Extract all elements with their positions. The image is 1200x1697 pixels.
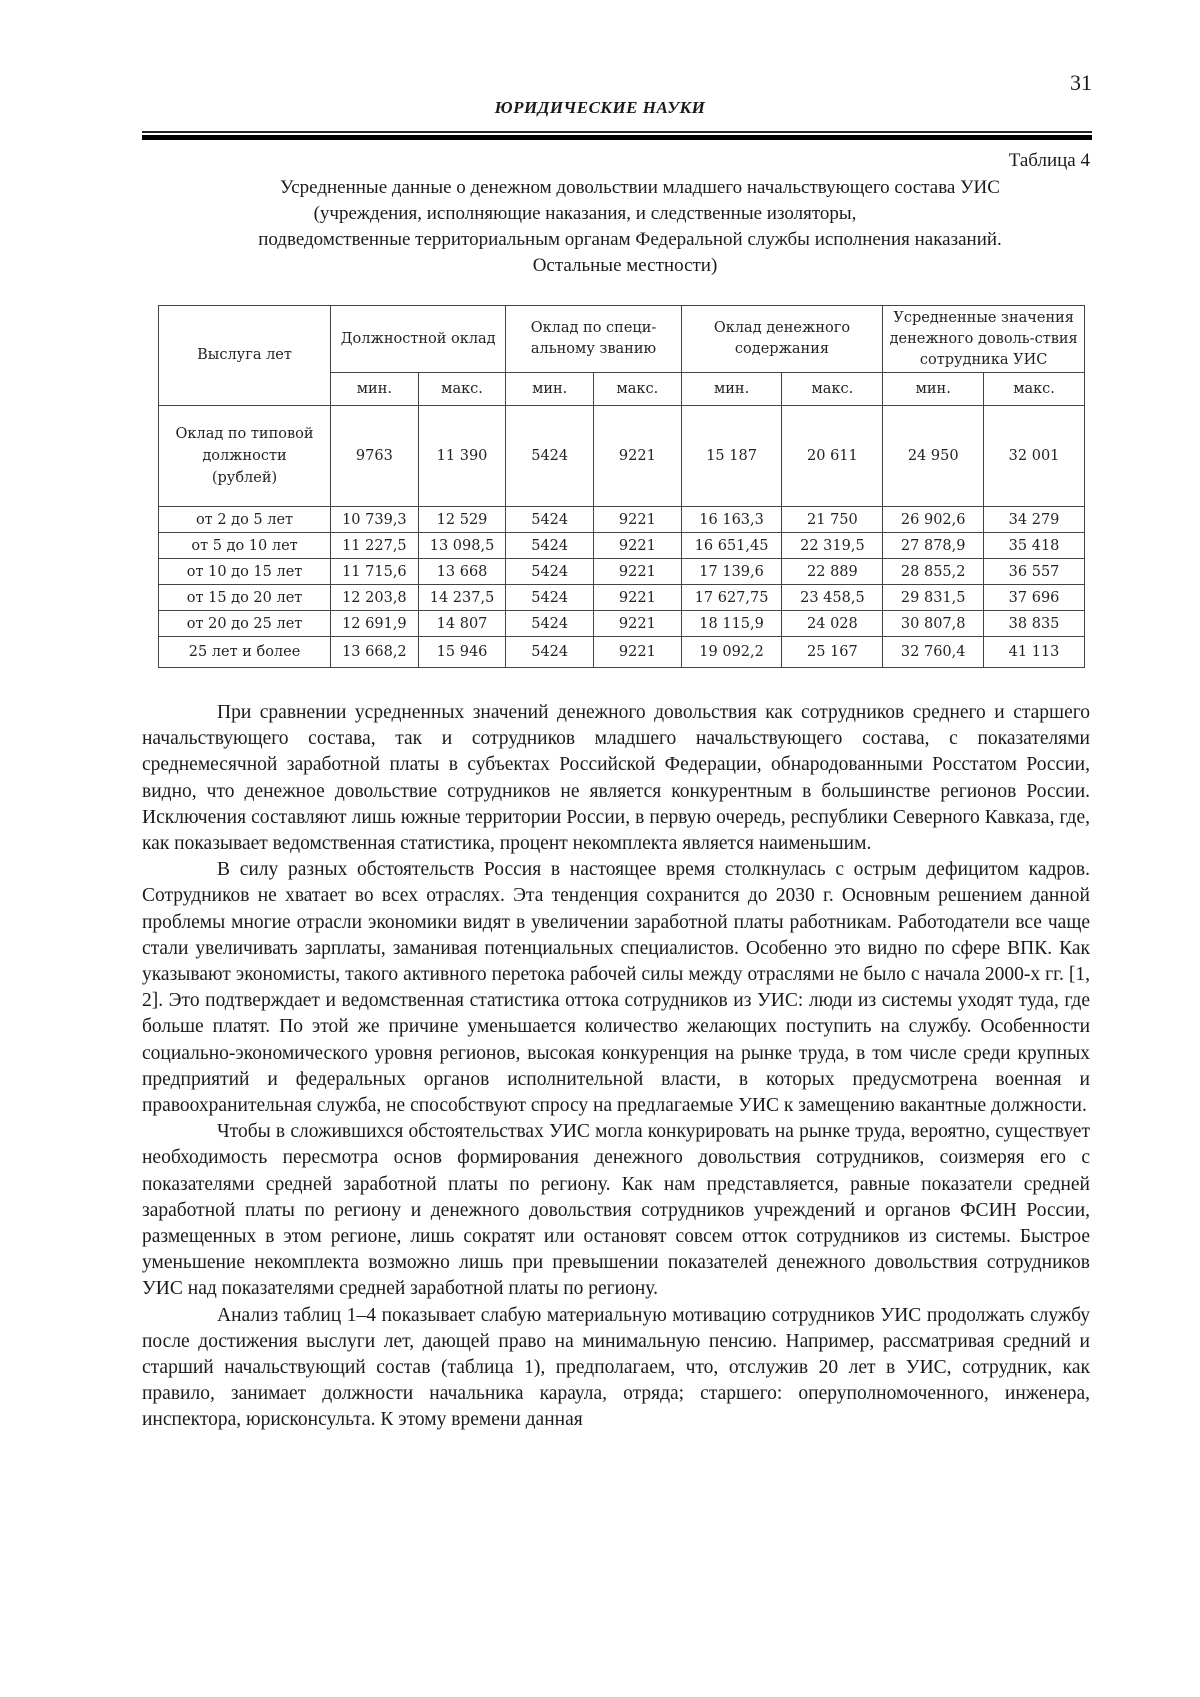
table-cell: 22 889 [782, 559, 883, 585]
table-cell: 17 139,6 [681, 559, 782, 585]
table-row [159, 637, 1085, 668]
header-service-years: Выслуга лет [159, 306, 331, 406]
table-cell: 24 028 [782, 611, 883, 637]
paragraph: В силу разных обстоятельств Россия в настоящее время столкнулась с острым дефицитом кадров. Сотрудников не хватает во всех отраслях. Эта тенденция сохранится до 2030 г. Основным решением данной проблемы многие отрасли экономики видят в увеличении заработной платы работникам. Работодатели все чаще стали увеличивать зарплаты, заманивая потенциальных специалистов. Особенно это видно по сфере ВПК. Как указывают экономисты, такого активного перетока рабочей силы между отраслями не было с начала 2000-х гг. [1, 2]. Это подтверждает и ведомственная статистика оттока сотрудников из УИС: люди из системы уходят туда, где больше платят. По этой же причине уменьшается количество желающих поступить на службу. Особенности социально-экономического уровня регионов, высокая конкуренция на рынке труда, в том числе среди крупных предприятий и федеральных органов исполнительной власти, в которых предусмотрена военная и правоохранительная служба, не способствуют спросу на предлагаемые УИС к замещению вакантные должности. [142, 859, 1090, 1117]
table-row [159, 611, 1085, 637]
table-cell: 17 627,75 [681, 585, 782, 611]
table-cell: 11 715,6 [331, 559, 419, 585]
header-label: Усредненные значения денежного доволь-ствия сотрудника УИС [889, 309, 1078, 368]
table-cell: 20 611 [782, 406, 883, 507]
table-cell: 13 668,2 [331, 637, 419, 668]
paragraph: Анализ таблиц 1–4 показывает слабую материальную мотивацию сотрудников УИС продолжать службу после достижения выслуги лет, дающей право на минимальную пенсию. Например, рассматривая средний и старший начальствующий состав (таблица 1), предполагаем, что, отслужив 20 лет в УИС, сотрудник, как правило, занимает должности начальника караула, отряда; старшего: оперуполномоченного, инженера, инспектора, юрисконсульта. К этому времени данная [142, 1304, 1090, 1431]
header-group-position-salary [331, 306, 506, 373]
table-cell: 9221 [594, 585, 682, 611]
header-max: макс. [984, 373, 1085, 406]
table-cell: 9221 [594, 637, 682, 668]
table-cell: 9763 [331, 406, 419, 507]
table-cell: 13 098,5 [418, 533, 506, 559]
table-cell: 9221 [594, 507, 682, 533]
table-cell: 12 691,9 [331, 611, 419, 637]
header-group-rank-salary [506, 306, 681, 373]
header-min: мин. [331, 373, 419, 406]
row-label: Оклад по типовой должности (рублей) [159, 406, 331, 507]
table-cell: 35 418 [984, 533, 1085, 559]
row-label: от 5 до 10 лет [159, 533, 331, 559]
table-cell: 14 807 [418, 611, 506, 637]
table-caption [150, 175, 1100, 279]
table-row [159, 559, 1085, 585]
table-cell: 30 807,8 [883, 611, 984, 637]
table-cell: 5424 [506, 585, 594, 611]
table-cell: 16 163,3 [681, 507, 782, 533]
table-cell: 26 902,6 [883, 507, 984, 533]
table-cell: 5424 [506, 559, 594, 585]
table-cell: 18 115,9 [681, 611, 782, 637]
table-cell: 24 950 [883, 406, 984, 507]
row-label: от 15 до 20 лет [159, 585, 331, 611]
header-label: Оклад по специ-альному званию [530, 320, 657, 357]
table-cell: 23 458,5 [782, 585, 883, 611]
table-cell: 11 227,5 [331, 533, 419, 559]
table-cell: 28 855,2 [883, 559, 984, 585]
table-cell: 9221 [594, 406, 682, 507]
table-cell: 5424 [506, 533, 594, 559]
table-cell: 12 529 [418, 507, 506, 533]
table-label: Таблица 4 [1008, 150, 1090, 171]
table-cell: 5424 [506, 611, 594, 637]
table-cell: 36 557 [984, 559, 1085, 585]
row-label: 25 лет и более [159, 637, 331, 668]
header-group-allowance-salary [681, 306, 883, 373]
table-cell: 9221 [594, 611, 682, 637]
table-cell: 11 390 [418, 406, 506, 507]
table-cell: 5424 [506, 637, 594, 668]
header-label: Должностной оклад [340, 330, 496, 347]
table-cell: 34 279 [984, 507, 1085, 533]
table-cell: 38 835 [984, 611, 1085, 637]
table-cell: 22 319,5 [782, 533, 883, 559]
table-cell: 10 739,3 [331, 507, 419, 533]
page-number: 31 [1070, 70, 1092, 95]
row-label: от 20 до 25 лет [159, 611, 331, 637]
table-cell: 16 651,45 [681, 533, 782, 559]
header-label: Оклад денежного содержания [713, 320, 851, 357]
body-text [142, 700, 1090, 1434]
running-head: ЮРИДИЧЕСКИЕ НАУКИ [494, 98, 706, 117]
table-cell: 14 237,5 [418, 585, 506, 611]
header-max: макс. [594, 373, 682, 406]
table-cell: 9221 [594, 533, 682, 559]
table-cell: 13 668 [418, 559, 506, 585]
table-row [159, 507, 1085, 533]
table-cell: 15 946 [418, 637, 506, 668]
table-cell: 32 001 [984, 406, 1085, 507]
table-cell: 37 696 [984, 585, 1085, 611]
header-group-average-allowance [883, 306, 1085, 373]
row-label: от 10 до 15 лет [159, 559, 331, 585]
table-cell: 32 760,4 [883, 637, 984, 668]
table-cell: 19 092,2 [681, 637, 782, 668]
table-cell: 21 750 [782, 507, 883, 533]
paragraph: При сравнении усредненных значений денежного довольствия как сотрудников среднего и старшего начальствующего состава, так и сотрудников младшего начальствующего состава, с показателями среднемесячной заработной платы в субъектах Российской Федерации, обнародованными Росстатом России, видно, что денежное довольствие сотрудников не является конкурентным в большинстве регионов России. Исключения составляют лишь южные территории России, в первую очередь, республики Северного Кавказа, где, как показывает ведомственная статистика, процент некомплекта является наименьшим. [142, 702, 1090, 855]
row-label: от 2 до 5 лет [159, 507, 331, 533]
table-cell: 29 831,5 [883, 585, 984, 611]
table-cell: 9221 [594, 559, 682, 585]
table-cell: 41 113 [984, 637, 1085, 668]
header-min: мин. [506, 373, 594, 406]
header-min: мин. [883, 373, 984, 406]
header-max: макс. [418, 373, 506, 406]
table-row [159, 406, 1085, 507]
table-cell: 5424 [506, 507, 594, 533]
paragraph: Чтобы в сложившихся обстоятельствах УИС могла конкурировать на рынке труда, вероятно, существует необходимость пересмотра основ формирования денежного довольствия сотрудников, соизмеряя его с показателями средней заработной платы по региону. Как нам представляется, равные показатели средней заработной платы по региону и денежного довольствия сотрудников учреждений и органов ФСИН России, размещенных в этом регионе, лишь сократят или остановят совсем отток сотрудников из системы. Быстрое уменьшение некомплекта возможно лишь при превышении показателей денежного довольствия сотрудников УИС над показателями средней заработной платы по региону. [142, 1121, 1090, 1300]
header-rule-thick [142, 135, 1092, 140]
caption-line: Усредненные данные о денежном довольствии младшего начальствующего состава УИС [280, 177, 1000, 198]
header-max: макс. [782, 373, 883, 406]
header-min: мин. [681, 373, 782, 406]
salary-table [158, 305, 1085, 668]
table-cell: 15 187 [681, 406, 782, 507]
caption-line: подведомственные территориальным органам Федеральной службы исполнения наказаний. [258, 229, 1002, 250]
caption-line: Остальные местности) [532, 255, 718, 276]
table-row [159, 533, 1085, 559]
caption-line: (учреждения, исполняющие наказания, и следственные изоляторы, [313, 203, 857, 224]
table-cell: 25 167 [782, 637, 883, 668]
table-row [159, 585, 1085, 611]
table-cell: 5424 [506, 406, 594, 507]
header-rule-thin [142, 131, 1092, 133]
table-cell: 12 203,8 [331, 585, 419, 611]
table-cell: 27 878,9 [883, 533, 984, 559]
